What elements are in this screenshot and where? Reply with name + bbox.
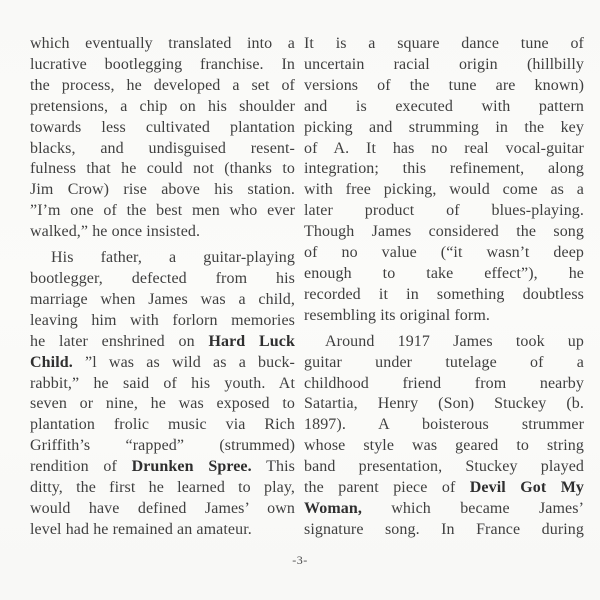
text-line	[30, 269, 295, 290]
song-title-bold-text: Hard Luck	[208, 332, 295, 350]
text-line	[304, 285, 584, 306]
text-line	[304, 139, 584, 160]
paragraph	[304, 332, 584, 541]
text-line	[304, 457, 584, 478]
text-line	[30, 290, 295, 311]
text-run: and is executed with pattern	[304, 97, 584, 115]
text-run: Satartia, Henry (Son) Stuckey (b.	[304, 395, 584, 413]
text-run: walked,” he once insisted.	[30, 223, 201, 241]
text-run: uncertain racial origin (hillbilly	[304, 55, 584, 73]
text-run: recorded it in something doubtless	[304, 285, 584, 303]
paragraph	[30, 34, 295, 243]
text-line	[304, 436, 584, 457]
text-line	[30, 332, 295, 353]
text-run: picking and strumming in the key	[304, 118, 584, 136]
text-line	[304, 332, 584, 353]
text-line	[304, 520, 584, 541]
text-line	[304, 201, 584, 222]
text-line	[304, 374, 584, 395]
text-run: later product of blues-playing.	[304, 202, 584, 220]
text-run: His father, a guitar-playing	[51, 249, 295, 267]
text-run: enough to take effect”), he	[304, 264, 584, 282]
text-run: marriage when James was a child,	[30, 290, 295, 308]
text-line	[304, 243, 584, 264]
text-run: This	[251, 458, 295, 476]
text-line	[304, 353, 584, 374]
page-number: -3-	[292, 553, 308, 567]
song-title-bold-text: Woman,	[304, 499, 362, 517]
text-line	[30, 311, 295, 332]
text-run: ”I’m one of the best men who ever	[30, 202, 295, 220]
text-line	[304, 394, 584, 415]
text-line	[304, 76, 584, 97]
text-run: whose style was geared to string	[304, 437, 584, 455]
text-line	[304, 264, 584, 285]
text-run: Jim Crow) rise above his station.	[30, 181, 295, 199]
column-left	[30, 34, 295, 541]
text-run: It is a square dance tune of	[304, 35, 584, 52]
text-line	[30, 97, 295, 118]
text-run: signature song. In France during	[304, 520, 584, 538]
text-run: guitar under tutelage of a	[304, 353, 584, 371]
text-run: towards less cultivated plantation	[30, 118, 295, 136]
text-line	[304, 97, 584, 118]
text-line	[304, 34, 584, 55]
text-line	[304, 55, 584, 76]
text-run: blacks, and undisguised resent-	[30, 139, 295, 157]
text-line	[30, 55, 295, 76]
text-run: integration; this refinement, along	[304, 160, 584, 178]
text-run: versions of the tune are known)	[304, 76, 584, 94]
text-run: he later enshrined on	[30, 332, 209, 350]
text-line	[30, 34, 295, 55]
text-run: Around 1917 James took up	[325, 332, 584, 350]
text-line	[30, 436, 295, 457]
text-run: fulness that he could not (thanks to	[30, 160, 295, 178]
text-run: which became James’	[361, 499, 584, 517]
text-line	[30, 222, 295, 243]
text-line	[304, 415, 584, 436]
text-run: Griffith’s “rapped” (strummed)	[30, 437, 295, 455]
paragraph	[30, 248, 295, 541]
text-run: leaving him with forlorn memories	[30, 311, 295, 329]
song-title-bold-text: Drunken Spree.	[131, 458, 252, 476]
text-line	[304, 222, 584, 243]
text-line	[304, 306, 584, 327]
text-run: rabbit,” he said of his youth. At	[30, 374, 295, 392]
text-line	[30, 201, 295, 222]
text-line	[30, 499, 295, 520]
text-run: band presentation, Stuckey played	[304, 458, 584, 476]
text-run: of A. It has no real vocal-guitar	[304, 139, 584, 157]
text-line	[304, 180, 584, 201]
song-title-bold-text: Devil Got My	[469, 479, 584, 497]
text-line	[30, 374, 295, 395]
text-line	[30, 394, 295, 415]
text-run: 1897). A boisterous strummer	[304, 416, 584, 434]
text-line	[304, 159, 584, 180]
text-line	[30, 457, 295, 478]
text-run: lucrative bootlegging franchise. In	[30, 55, 295, 73]
text-line	[30, 248, 295, 269]
text-run: pretensions, a chip on his shoulder	[30, 97, 295, 115]
text-run: resembling its original form.	[304, 306, 490, 324]
text-run: childhood friend from nearby	[304, 374, 584, 392]
text-line	[304, 499, 584, 520]
text-line	[30, 415, 295, 436]
song-title-bold-text: Child.	[30, 353, 73, 371]
text-line	[30, 159, 295, 180]
text-run: which eventually translated into a	[30, 35, 295, 52]
text-run: the parent piece of	[304, 479, 470, 497]
text-run: ”l was as wild as a buck-	[72, 353, 295, 371]
text-run: level had he remained an amateur.	[30, 520, 252, 538]
text-line	[30, 353, 295, 374]
text-line	[30, 520, 295, 541]
text-line	[30, 180, 295, 201]
column-right	[304, 34, 584, 541]
text-line	[304, 118, 584, 139]
text-run: of no value (“it wasn’t deep	[304, 244, 584, 262]
paragraph	[304, 34, 584, 327]
text-run: the process, he developed a set of	[30, 76, 295, 94]
text-run: plantation frolic music via Rich	[30, 416, 295, 434]
text-run: seven or nine, he was exposed to	[30, 395, 295, 413]
text-run: ditty, the first he learned to play,	[30, 479, 295, 497]
text-run: would have defined James’ own	[30, 499, 295, 517]
text-line	[304, 478, 584, 499]
text-run: with free picking, would come as a	[304, 181, 584, 199]
text-line	[30, 139, 295, 160]
text-run: rendition of	[30, 458, 132, 476]
text-run: bootlegger, defected from his	[30, 269, 295, 287]
text-line	[30, 118, 295, 139]
text-run: Though James considered the song	[304, 223, 584, 241]
text-line	[30, 478, 295, 499]
text-line	[30, 76, 295, 97]
